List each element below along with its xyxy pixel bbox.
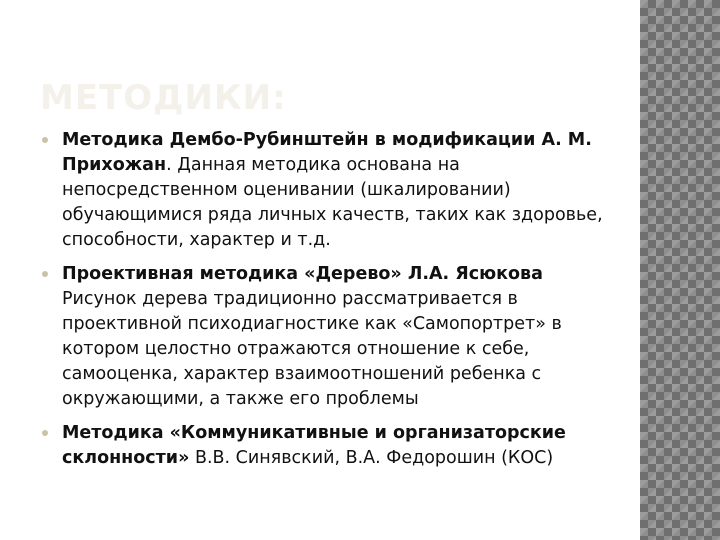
item-heading: Методика Дембо-Рубинштейн в модификации А. М. Прихожан bbox=[62, 130, 592, 175]
bullet-icon bbox=[42, 137, 48, 143]
list-item bbox=[40, 262, 615, 412]
list-item bbox=[40, 128, 615, 253]
bullet-icon bbox=[42, 271, 48, 277]
bullet-list bbox=[40, 128, 615, 480]
item-text: В.В. Синявский, В.А. Федорошин (КОС) bbox=[189, 448, 554, 468]
item-text: . Данная методика основана на непосредственном оценивании (шкалировании) обучающимися ряда личных качеств, таких как здоровье, способности, характер и т.д. bbox=[62, 155, 603, 250]
bullet-icon bbox=[42, 430, 48, 436]
item-text: Рисунок дерева традиционно рассматривается в проективной психодиагностике как «Самопортрет» в котором целостно отражаются отношение к себе, самооценка, характер взаимоотношений ребенка с окружающими, а также его проблемы bbox=[62, 289, 562, 409]
slide-title: МЕТОДИКИ: bbox=[40, 78, 287, 118]
list-item bbox=[40, 421, 615, 471]
item-heading: Проективная методика «Дерево» Л.А. Ясюкова bbox=[62, 264, 543, 284]
item-heading: Методика «Коммуникативные и организаторские склонности» bbox=[62, 423, 566, 468]
decorative-pattern-sidebar bbox=[640, 0, 720, 540]
